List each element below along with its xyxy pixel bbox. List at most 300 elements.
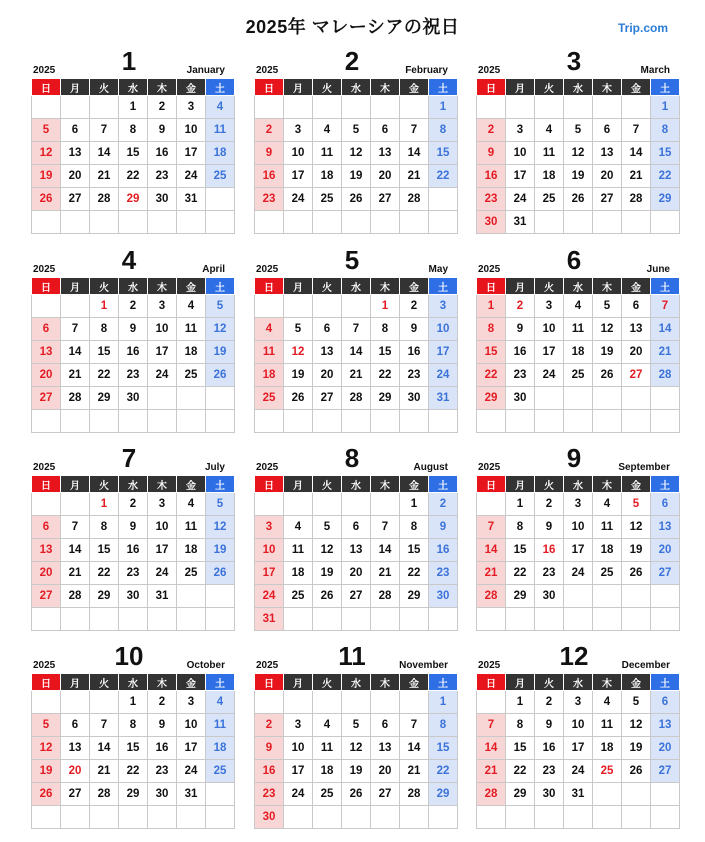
day-cell: 18	[206, 142, 235, 165]
day-cell: 13	[651, 516, 680, 539]
empty-day-cell	[342, 691, 371, 714]
day-cell: 21	[342, 364, 371, 387]
day-cell: 28	[477, 585, 506, 608]
empty-day-cell	[400, 691, 429, 714]
day-cell: 27	[593, 188, 622, 211]
day-cell: 16	[535, 737, 564, 760]
week-row	[477, 364, 680, 387]
empty-day-cell	[622, 211, 651, 234]
day-cell: 8	[429, 714, 458, 737]
day-cell: 12	[342, 142, 371, 165]
empty-day-cell	[593, 806, 622, 829]
day-cell: 3	[564, 493, 593, 516]
weekday-label: 金	[400, 79, 429, 96]
day-cell: 27	[61, 188, 90, 211]
empty-day-cell	[61, 608, 90, 631]
empty-day-cell	[429, 608, 458, 631]
empty-day-cell	[400, 608, 429, 631]
empty-day-cell	[477, 806, 506, 829]
empty-day-cell	[32, 493, 61, 516]
day-cell: 3	[535, 295, 564, 318]
empty-day-cell	[90, 806, 119, 829]
week-row	[32, 364, 235, 387]
day-cell: 25	[206, 165, 235, 188]
day-cell: 29	[429, 783, 458, 806]
month-year: 2025	[478, 264, 501, 275]
day-cell: 31	[177, 783, 206, 806]
weekday-header-row	[477, 278, 680, 295]
week-row	[255, 691, 458, 714]
day-cell: 19	[206, 539, 235, 562]
empty-day-cell	[593, 410, 622, 433]
day-cell: 12	[313, 539, 342, 562]
day-cell: 26	[622, 760, 651, 783]
weekday-label: 月	[61, 278, 90, 295]
empty-day-cell	[148, 608, 177, 631]
day-cell: 17	[506, 165, 535, 188]
day-cell: 11	[593, 516, 622, 539]
day-cell: 8	[400, 516, 429, 539]
day-cell: 24	[284, 188, 313, 211]
week-row	[255, 516, 458, 539]
weekday-label: 月	[506, 79, 535, 96]
empty-day-cell	[622, 806, 651, 829]
day-cell: 22	[90, 562, 119, 585]
day-cell: 21	[61, 364, 90, 387]
day-cell: 7	[371, 516, 400, 539]
weekday-label: 土	[429, 674, 458, 691]
day-cell: 7	[90, 119, 119, 142]
day-cell: 2	[429, 493, 458, 516]
day-cell: 12	[284, 341, 313, 364]
day-cell: 23	[535, 760, 564, 783]
weekday-label: 土	[206, 674, 235, 691]
month-table	[254, 673, 458, 829]
day-cell: 8	[651, 119, 680, 142]
day-cell: 30	[535, 783, 564, 806]
weekday-label: 月	[506, 278, 535, 295]
empty-day-cell	[593, 211, 622, 234]
day-cell: 8	[371, 318, 400, 341]
week-row	[255, 119, 458, 142]
month-number: 12	[559, 641, 589, 671]
weekday-label: 木	[148, 476, 177, 493]
empty-day-cell	[255, 295, 284, 318]
day-cell: 5	[342, 119, 371, 142]
day-cell: 9	[255, 737, 284, 760]
day-cell: 13	[61, 142, 90, 165]
day-cell: 10	[564, 516, 593, 539]
empty-day-cell	[90, 211, 119, 234]
day-cell: 4	[313, 119, 342, 142]
empty-day-cell	[284, 410, 313, 433]
day-cell: 24	[564, 760, 593, 783]
month-april	[31, 245, 227, 433]
day-cell: 12	[206, 516, 235, 539]
empty-day-cell	[119, 211, 148, 234]
day-cell: 18	[177, 341, 206, 364]
weekday-label: 火	[313, 79, 342, 96]
empty-day-cell	[651, 783, 680, 806]
weekday-label: 木	[371, 674, 400, 691]
day-cell: 10	[177, 714, 206, 737]
day-cell: 6	[622, 295, 651, 318]
day-cell: 28	[477, 783, 506, 806]
empty-day-cell	[284, 493, 313, 516]
week-row	[32, 188, 235, 211]
day-cell: 2	[535, 493, 564, 516]
day-cell: 14	[400, 142, 429, 165]
weekday-header-row	[32, 278, 235, 295]
week-row	[477, 410, 680, 433]
week-row	[32, 562, 235, 585]
weekday-label: 水	[119, 476, 148, 493]
empty-day-cell	[622, 585, 651, 608]
day-cell: 25	[177, 364, 206, 387]
empty-day-cell	[255, 493, 284, 516]
weekday-label: 月	[284, 476, 313, 493]
month-name: November	[399, 660, 448, 671]
empty-day-cell	[506, 410, 535, 433]
empty-day-cell	[313, 96, 342, 119]
empty-day-cell	[148, 211, 177, 234]
day-cell: 19	[284, 364, 313, 387]
day-cell: 2	[506, 295, 535, 318]
day-cell: 18	[564, 341, 593, 364]
day-cell: 6	[651, 691, 680, 714]
day-cell: 24	[535, 364, 564, 387]
day-cell: 2	[477, 119, 506, 142]
day-cell: 2	[119, 295, 148, 318]
weekday-header-row	[255, 476, 458, 493]
day-cell: 24	[148, 364, 177, 387]
empty-day-cell	[477, 493, 506, 516]
weekday-label: 木	[148, 79, 177, 96]
day-cell: 12	[593, 318, 622, 341]
empty-day-cell	[564, 608, 593, 631]
day-cell: 28	[342, 387, 371, 410]
weekday-label: 月	[506, 674, 535, 691]
day-cell: 13	[313, 341, 342, 364]
day-cell: 26	[32, 188, 61, 211]
weekday-label: 水	[119, 79, 148, 96]
day-cell: 26	[284, 387, 313, 410]
day-cell: 5	[32, 119, 61, 142]
day-cell: 31	[255, 608, 284, 631]
day-cell: 23	[506, 364, 535, 387]
week-row	[32, 318, 235, 341]
week-row	[255, 364, 458, 387]
weekday-header-row	[255, 674, 458, 691]
day-cell: 15	[506, 539, 535, 562]
day-cell: 11	[313, 737, 342, 760]
week-row	[477, 737, 680, 760]
month-september	[476, 443, 672, 631]
empty-day-cell	[651, 585, 680, 608]
day-cell: 8	[506, 714, 535, 737]
day-cell: 7	[477, 516, 506, 539]
weekday-label: 金	[622, 278, 651, 295]
day-cell: 14	[622, 142, 651, 165]
day-cell: 8	[506, 516, 535, 539]
day-cell: 29	[119, 783, 148, 806]
empty-day-cell	[148, 410, 177, 433]
day-cell: 29	[119, 188, 148, 211]
weekday-label: 月	[284, 79, 313, 96]
weekday-header-row	[477, 674, 680, 691]
week-row	[32, 96, 235, 119]
day-cell: 17	[284, 760, 313, 783]
day-cell: 15	[651, 142, 680, 165]
weekday-label: 水	[119, 674, 148, 691]
day-cell: 12	[622, 516, 651, 539]
day-cell: 11	[177, 516, 206, 539]
empty-day-cell	[477, 96, 506, 119]
empty-day-cell	[400, 211, 429, 234]
day-cell: 11	[255, 341, 284, 364]
empty-day-cell	[284, 691, 313, 714]
day-cell: 14	[90, 737, 119, 760]
day-cell: 11	[284, 539, 313, 562]
day-cell: 25	[206, 760, 235, 783]
day-cell: 7	[400, 714, 429, 737]
weekday-label: 月	[61, 79, 90, 96]
day-cell: 3	[177, 96, 206, 119]
day-cell: 31	[148, 585, 177, 608]
day-cell: 1	[400, 493, 429, 516]
month-number: 7	[121, 443, 137, 473]
day-cell: 2	[119, 493, 148, 516]
empty-day-cell	[206, 585, 235, 608]
weekday-label: 木	[371, 278, 400, 295]
day-cell: 14	[371, 539, 400, 562]
day-cell: 20	[593, 165, 622, 188]
day-cell: 10	[255, 539, 284, 562]
month-year: 2025	[478, 462, 501, 473]
month-name: March	[640, 65, 670, 76]
day-cell: 20	[371, 760, 400, 783]
week-row	[477, 714, 680, 737]
day-cell: 24	[177, 760, 206, 783]
week-row	[477, 387, 680, 410]
day-cell: 12	[206, 318, 235, 341]
day-cell: 15	[90, 341, 119, 364]
weekday-label: 月	[506, 476, 535, 493]
day-cell: 26	[206, 562, 235, 585]
week-row	[32, 295, 235, 318]
day-cell: 30	[119, 585, 148, 608]
empty-day-cell	[206, 387, 235, 410]
empty-day-cell	[477, 410, 506, 433]
week-row	[255, 295, 458, 318]
weekday-label: 日	[477, 79, 506, 96]
day-cell: 9	[477, 142, 506, 165]
empty-day-cell	[371, 211, 400, 234]
day-cell: 10	[564, 714, 593, 737]
day-cell: 15	[371, 341, 400, 364]
empty-day-cell	[651, 410, 680, 433]
month-year: 2025	[256, 462, 279, 473]
day-cell: 16	[535, 539, 564, 562]
day-cell: 27	[371, 783, 400, 806]
empty-day-cell	[342, 295, 371, 318]
day-cell: 9	[535, 714, 564, 737]
empty-day-cell	[564, 410, 593, 433]
day-cell: 24	[177, 165, 206, 188]
empty-day-cell	[371, 493, 400, 516]
empty-day-cell	[342, 806, 371, 829]
day-cell: 7	[651, 295, 680, 318]
empty-day-cell	[284, 96, 313, 119]
empty-day-cell	[90, 691, 119, 714]
day-cell: 16	[506, 341, 535, 364]
weekday-label: 土	[651, 79, 680, 96]
day-cell: 4	[535, 119, 564, 142]
day-cell: 28	[400, 188, 429, 211]
day-cell: 16	[477, 165, 506, 188]
weekday-label: 月	[284, 278, 313, 295]
day-cell: 25	[564, 364, 593, 387]
brand-logo[interactable]: Trip.com	[617, 21, 668, 35]
day-cell: 16	[255, 760, 284, 783]
day-cell: 24	[148, 562, 177, 585]
day-cell: 14	[90, 142, 119, 165]
day-cell: 21	[371, 562, 400, 585]
day-cell: 6	[342, 516, 371, 539]
month-march	[476, 46, 672, 234]
day-cell: 20	[32, 562, 61, 585]
empty-day-cell	[593, 387, 622, 410]
day-cell: 20	[371, 165, 400, 188]
day-cell: 21	[622, 165, 651, 188]
week-row	[32, 387, 235, 410]
week-row	[255, 188, 458, 211]
empty-day-cell	[477, 608, 506, 631]
week-row	[477, 142, 680, 165]
day-cell: 19	[593, 341, 622, 364]
empty-day-cell	[535, 410, 564, 433]
empty-day-cell	[622, 96, 651, 119]
empty-day-cell	[342, 211, 371, 234]
day-cell: 23	[255, 188, 284, 211]
weekday-label: 月	[284, 674, 313, 691]
day-cell: 31	[177, 188, 206, 211]
day-cell: 4	[177, 295, 206, 318]
week-row	[255, 410, 458, 433]
week-row	[32, 691, 235, 714]
day-cell: 16	[148, 142, 177, 165]
empty-day-cell	[564, 96, 593, 119]
day-cell: 3	[284, 714, 313, 737]
day-cell: 11	[313, 142, 342, 165]
empty-day-cell	[32, 295, 61, 318]
weekday-label: 火	[313, 278, 342, 295]
weekday-label: 土	[651, 674, 680, 691]
day-cell: 5	[622, 691, 651, 714]
week-row	[255, 318, 458, 341]
day-cell: 1	[90, 295, 119, 318]
day-cell: 17	[564, 539, 593, 562]
week-row	[477, 119, 680, 142]
empty-day-cell	[342, 493, 371, 516]
day-cell: 30	[400, 387, 429, 410]
week-row	[477, 691, 680, 714]
week-row	[255, 142, 458, 165]
month-june	[476, 245, 672, 433]
empty-day-cell	[429, 410, 458, 433]
day-cell: 23	[429, 562, 458, 585]
day-cell: 10	[506, 142, 535, 165]
empty-day-cell	[206, 188, 235, 211]
empty-day-cell	[535, 211, 564, 234]
day-cell: 26	[593, 364, 622, 387]
week-row	[477, 211, 680, 234]
day-cell: 4	[564, 295, 593, 318]
day-cell: 17	[148, 341, 177, 364]
day-cell: 6	[371, 714, 400, 737]
day-cell: 13	[371, 737, 400, 760]
month-table	[31, 475, 235, 631]
day-cell: 12	[564, 142, 593, 165]
day-cell: 1	[119, 96, 148, 119]
day-cell: 30	[506, 387, 535, 410]
month-name: October	[186, 660, 225, 671]
day-cell: 24	[564, 562, 593, 585]
day-cell: 17	[177, 737, 206, 760]
empty-day-cell	[535, 387, 564, 410]
day-cell: 4	[206, 691, 235, 714]
day-cell: 23	[255, 783, 284, 806]
day-cell: 22	[429, 760, 458, 783]
day-cell: 26	[206, 364, 235, 387]
day-cell: 18	[313, 165, 342, 188]
empty-day-cell	[206, 211, 235, 234]
day-cell: 7	[90, 714, 119, 737]
week-row	[477, 562, 680, 585]
week-row	[32, 737, 235, 760]
weekday-label: 土	[429, 476, 458, 493]
day-cell: 1	[371, 295, 400, 318]
month-name: July	[204, 462, 225, 473]
empty-day-cell	[593, 783, 622, 806]
weekday-label: 金	[622, 674, 651, 691]
empty-day-cell	[429, 806, 458, 829]
month-table	[31, 673, 235, 829]
day-cell: 25	[177, 562, 206, 585]
day-cell: 19	[342, 760, 371, 783]
day-cell: 30	[148, 783, 177, 806]
empty-day-cell	[255, 691, 284, 714]
weekday-label: 日	[32, 476, 61, 493]
day-cell: 20	[651, 737, 680, 760]
empty-day-cell	[400, 410, 429, 433]
month-name: April	[202, 264, 225, 275]
empty-day-cell	[429, 211, 458, 234]
month-table	[476, 78, 680, 234]
day-cell: 5	[32, 714, 61, 737]
day-cell: 3	[564, 691, 593, 714]
week-row	[477, 539, 680, 562]
day-cell: 29	[400, 585, 429, 608]
day-cell: 23	[119, 562, 148, 585]
month-number: 3	[566, 46, 582, 76]
month-header	[254, 245, 450, 277]
empty-day-cell	[206, 806, 235, 829]
day-cell: 25	[284, 585, 313, 608]
empty-day-cell	[313, 806, 342, 829]
empty-day-cell	[61, 493, 90, 516]
day-cell: 11	[593, 714, 622, 737]
